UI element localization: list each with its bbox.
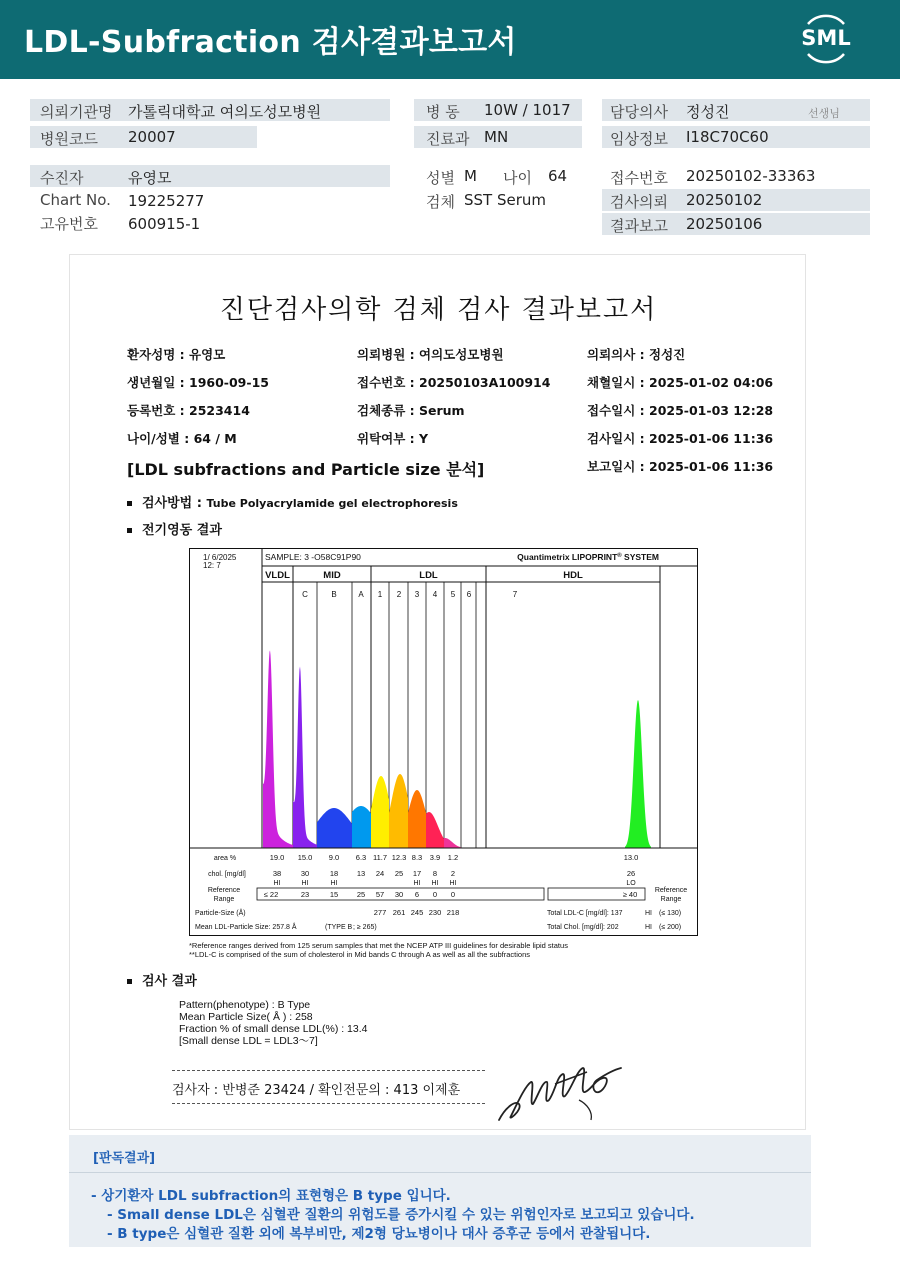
chol-value: 8 xyxy=(432,869,438,878)
ref-right-label-2: Range xyxy=(660,896,682,903)
chol-value: 25 xyxy=(394,869,404,878)
area-value: 11.7 xyxy=(372,853,388,862)
chol-flag: HI xyxy=(330,880,338,887)
hospital-label: 의뢰기관명 xyxy=(40,103,113,121)
band-label-3: 3 xyxy=(414,590,420,599)
chol-value: 13 xyxy=(356,869,366,878)
band-label-7: 7 xyxy=(512,590,518,599)
band-label-c: C xyxy=(302,590,308,599)
patient-label: 수진자 xyxy=(40,169,84,187)
registration-number: 등록번호 : 2523414 xyxy=(127,403,250,418)
chart-no-label: Chart No. xyxy=(40,191,111,209)
total-ldl-ref: (≤ 130) xyxy=(659,910,682,917)
uid-value: 600915-1 xyxy=(128,215,201,233)
area-value: 3.9 xyxy=(429,853,441,862)
ref-right-label-1: Reference xyxy=(654,887,688,894)
area-value: 8.3 xyxy=(411,853,423,862)
requesting-doctor: 의뢰의사 : 정성진 xyxy=(587,347,686,362)
ref-value: 57 xyxy=(375,890,385,899)
dept-value: MN xyxy=(484,128,509,146)
sex-value: M xyxy=(464,167,477,185)
band-label-6: 6 xyxy=(466,590,472,599)
area-value: 1.2 xyxy=(447,853,459,862)
band-label-5: 5 xyxy=(450,590,456,599)
peak-mid-a xyxy=(352,806,371,848)
judgment-divider xyxy=(69,1172,811,1173)
judgment-line-3: - B type은 심혈관 질환 외에 복부비만, 제2형 당뇨병이나 대사 증후군 등에서 관찰됩니다. xyxy=(107,1226,651,1242)
chol-row-label: chol. [mg/dl] xyxy=(208,871,246,878)
sml-logo xyxy=(798,12,854,66)
handwritten-signature xyxy=(495,1060,625,1130)
mean-size-ref: ; ≥ 265) xyxy=(353,924,377,931)
area-value: 15.0 xyxy=(297,853,313,862)
ref-value: 15 xyxy=(329,890,339,899)
result-heading xyxy=(127,970,197,989)
patient-band xyxy=(30,165,390,187)
judgment-line-1: - 상기환자 LDL subfraction의 표현형은 B type 입니다. xyxy=(91,1188,451,1204)
ref-value: ≤ 22 xyxy=(263,890,279,899)
judgment-title: [판독결과] xyxy=(93,1151,156,1166)
chart-no-value: 19225277 xyxy=(128,192,205,210)
total-ldl-flag: HI xyxy=(645,910,652,917)
birth-date: 생년월일 : 1960-09-15 xyxy=(127,375,269,390)
electrophoresis-chart xyxy=(189,548,698,936)
clinical-label: 임상정보 xyxy=(610,130,668,148)
band-label-2: 2 xyxy=(396,590,402,599)
pattern-line: Pattern(phenotype) : B Type xyxy=(179,999,311,1011)
dept-label: 진료과 xyxy=(426,130,470,148)
particle-size-value: 277 xyxy=(373,908,387,917)
ref-value: ≥ 40 xyxy=(622,890,638,899)
clinical-value: I18C70C60 xyxy=(686,128,769,146)
definition-line: [Small dense LDL = LDL3～7] xyxy=(179,1035,318,1047)
band-label-4: 4 xyxy=(432,590,438,599)
request-value: 20250102 xyxy=(686,191,763,209)
band-label-a: A xyxy=(358,590,364,599)
code-value: 20007 xyxy=(128,128,176,146)
report-date-label: 결과보고 xyxy=(610,217,668,235)
total-chol-flag: HI xyxy=(645,924,652,931)
ref-row-label-2: Range xyxy=(213,896,235,903)
chart-frame xyxy=(190,549,698,936)
result-summary xyxy=(179,999,368,1047)
area-value: 6.3 xyxy=(355,853,367,862)
chol-flag: HI xyxy=(273,880,281,887)
receipt-value: 20250102-33363 xyxy=(686,167,816,185)
ref-value: 25 xyxy=(356,890,366,899)
section-title: [LDL subfractions and Particle size 분석] xyxy=(127,460,485,479)
group-label-ldl: LDL xyxy=(419,570,438,581)
consignment: 위탁여부 : Y xyxy=(357,431,429,446)
receipt-label: 접수번호 xyxy=(610,169,668,187)
method-value: Tube Polyacrylamide gel electrophoresis xyxy=(206,497,458,510)
test-time: 검사일시 : 2025-01-06 11:36 xyxy=(587,431,774,446)
specimen-value: SST Serum xyxy=(464,191,547,209)
specimen-label: 검체 xyxy=(426,193,455,211)
note-2: **LDL-C is comprised of the sum of cholesterol in Mid bands C through A as well as all the subfractions xyxy=(189,950,531,959)
chol-value: 24 xyxy=(375,869,385,878)
system-suffix: SYSTEM xyxy=(621,552,659,562)
system-reg-mark: ® xyxy=(617,553,622,559)
ref-value: 30 xyxy=(394,890,404,899)
chol-flag: LO xyxy=(626,880,636,887)
area-value: 9.0 xyxy=(328,853,340,862)
code-label: 병원코드 xyxy=(40,130,98,148)
electro-heading xyxy=(127,519,222,538)
signer-line: 검사자 : 반병준 23424 / 확인전문의 : 413 이제훈 xyxy=(172,1083,461,1098)
particle-size-value: 261 xyxy=(392,908,406,917)
area-value: 13.0 xyxy=(623,853,639,862)
judgment-panel xyxy=(69,1135,811,1247)
total-ldl-label: Total LDL-C [mg/dl]: 137 xyxy=(547,910,623,917)
ref-value: 6 xyxy=(414,890,420,899)
band-label-1: 1 xyxy=(377,590,383,599)
chart-svg xyxy=(189,548,698,936)
header-title: LDL-Subfraction 검사결과보고서 xyxy=(24,25,517,60)
report-title: 진단검사의학 검체 검사 결과보고서 xyxy=(219,295,658,325)
ref-value: 23 xyxy=(300,890,310,899)
chart-system-title: Quantimetrix LIPOPRINT® SYSTEM xyxy=(517,552,659,562)
chol-value: 2 xyxy=(450,869,456,878)
ref-value: 0 xyxy=(450,890,456,899)
requesting-hospital: 의뢰병원 : 여의도성모병원 xyxy=(357,347,504,362)
doctor-label: 담당의사 xyxy=(610,103,668,121)
judgment-line-2: - Small dense LDL은 심혈관 질환의 위험도를 증가시킬 수 있는 위험인자로 보고되고 있습니다. xyxy=(107,1207,695,1223)
request-label: 검사의뢰 xyxy=(610,193,668,211)
area-row-label: area % xyxy=(213,855,237,862)
patient-value: 유영모 xyxy=(128,169,172,187)
method-line xyxy=(127,492,458,511)
age-sex: 나이/성별 : 64 / M xyxy=(127,431,237,446)
age-label: 나이 xyxy=(503,169,532,187)
chart-date: 1/ 6/2025 xyxy=(203,553,237,562)
ref-row-label-1: Reference xyxy=(207,887,241,894)
chol-flag: HI xyxy=(413,880,421,887)
result-label: 검사 결과 xyxy=(142,974,197,989)
fraction-line: Fraction % of small dense LDL(%) : 13.4 xyxy=(179,1023,368,1035)
particle-size-value: 218 xyxy=(446,908,460,917)
report-header xyxy=(0,0,900,79)
area-value: 19.0 xyxy=(269,853,285,862)
chol-value: 38 xyxy=(272,869,282,878)
chol-flag: HI xyxy=(431,880,439,887)
specimen-type: 검체종류 : Serum xyxy=(357,403,465,418)
chol-value: 18 xyxy=(329,869,339,878)
collection-time: 채혈일시 : 2025-01-02 04:06 xyxy=(587,375,774,390)
chol-value: 30 xyxy=(300,869,310,878)
mean-size-type: (TYPE B xyxy=(325,924,353,931)
method-label: 검사방법 : xyxy=(142,496,207,511)
area-value: 12.3 xyxy=(391,853,407,862)
total-chol-ref: (≤ 200) xyxy=(659,924,682,931)
group-label-vldl: VLDL xyxy=(265,570,290,581)
patient-name: 환자성명 : 유영모 xyxy=(127,347,226,362)
particle-size-label: Particle-Size (Å) xyxy=(195,910,246,917)
band-label-b: B xyxy=(331,590,337,599)
ward-label: 병 동 xyxy=(426,103,460,121)
electro-label: 전기영동 결과 xyxy=(142,523,222,538)
received-time: 접수일시 : 2025-01-03 12:28 xyxy=(587,403,774,418)
total-chol-label: Total Chol. [mg/dl]: 202 xyxy=(547,924,619,931)
report-time: 보고일시 : 2025-01-06 11:36 xyxy=(587,459,774,474)
mean-size-line: Mean Particle Size( Å ) : 258 xyxy=(179,1011,313,1023)
chart-sample: SAMPLE: 3 -O58C91P90 xyxy=(265,552,361,562)
chart-time: 12: 7 xyxy=(203,561,221,570)
dash-bottom xyxy=(172,1103,485,1104)
group-label-hdl: HDL xyxy=(563,570,583,581)
chol-flag: HI xyxy=(449,880,457,887)
sex-label: 성별 xyxy=(426,169,455,187)
chol-value: 26 xyxy=(626,869,636,878)
report-date-value: 20250106 xyxy=(686,215,763,233)
uid-label: 고유번호 xyxy=(40,215,98,233)
doctor-value: 정성진 xyxy=(686,103,730,121)
particle-size-value: 245 xyxy=(410,908,424,917)
ward-value: 10W / 1017 xyxy=(484,101,571,119)
hospital-value: 가톨릭대학교 여의도성모병원 xyxy=(128,103,322,121)
receipt-number: 접수번호 : 20250103A100914 xyxy=(357,375,551,390)
logo-text: SML xyxy=(801,26,851,50)
mean-size-label: Mean LDL-Particle Size: 257.8 Å xyxy=(195,924,297,931)
chol-value: 17 xyxy=(412,869,422,878)
chart-notes xyxy=(189,941,568,959)
ref-value: 0 xyxy=(432,890,438,899)
age-value: 64 xyxy=(548,167,568,185)
doctor-suffix: 선생님 xyxy=(808,107,840,120)
chol-flag: HI xyxy=(301,880,309,887)
group-label-mid: MID xyxy=(323,570,341,581)
note-1: *Reference ranges derived from 125 serum samples that met the NCEP ATP III guidelines for desirable lipid status xyxy=(189,941,568,950)
particle-size-value: 230 xyxy=(428,908,442,917)
dash-top xyxy=(172,1070,485,1071)
